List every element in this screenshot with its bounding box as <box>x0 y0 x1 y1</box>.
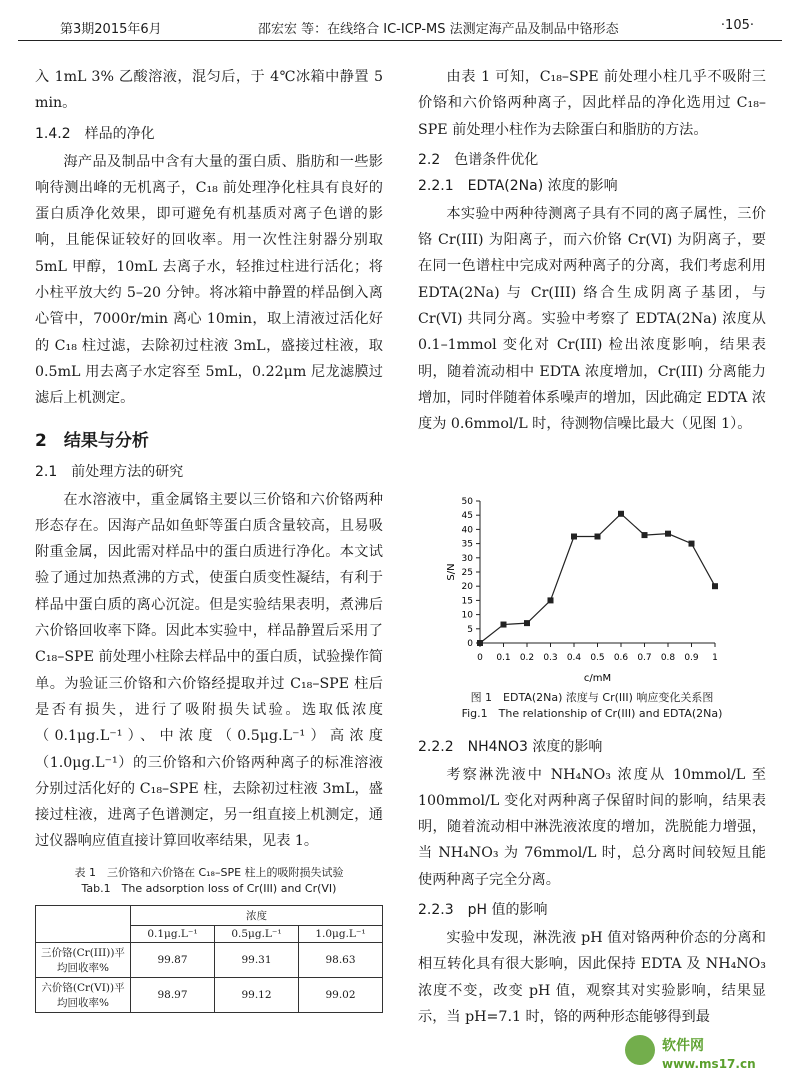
table-cell: 99.87 <box>131 942 215 977</box>
data-point <box>571 534 577 540</box>
subsection-heading: 2.2 色谱条件优化 <box>418 151 539 168</box>
subsection-heading: 2.2.2 NH4NO3 浓度的影响 <box>418 738 603 755</box>
table-row <box>36 942 383 977</box>
y-tick-label: 30 <box>461 553 473 564</box>
x-tick-label: 0.3 <box>543 653 558 663</box>
table-col-header: 1.0μg.L⁻¹ <box>299 925 383 942</box>
y-tick-label: 0 <box>467 639 473 649</box>
data-point <box>689 541 695 547</box>
x-tick-label: 0.5 <box>590 653 605 663</box>
figure-caption-en: Fig.1 The relationship of Cr(III) and EDTA(2Na) <box>461 706 723 720</box>
subsection-heading: 1.4.2 样品的净化 <box>35 125 155 142</box>
watermark-brand: 软件网 <box>662 1038 704 1054</box>
running-title: 邵宏宏 等：在线络合 IC-ICP-MS 法测定海产品及制品中铬形态 <box>258 22 619 37</box>
x-tick-label: 0.4 <box>566 653 582 663</box>
page-number: ·105· <box>720 18 754 33</box>
series-line <box>480 514 715 643</box>
data-point <box>524 620 530 626</box>
table-caption: 表 1 三价铬和六价铬在 C₁₈–SPE 柱上的吸附损失试验 <box>74 865 344 879</box>
y-tick-label: 50 <box>461 497 473 507</box>
table-col-header: 0.5μg.L⁻¹ <box>215 925 299 942</box>
data-point <box>501 622 507 628</box>
x-tick-label: 1 <box>712 653 718 663</box>
data-point <box>595 534 601 540</box>
data-point <box>618 511 624 517</box>
paragraph: 入 1mL 3% 乙酸溶液，混匀后，于 4℃冰箱中静置 5 min。 <box>35 69 383 112</box>
y-tick-label: 5 <box>467 624 473 635</box>
data-point <box>712 583 718 589</box>
table-header: 浓度 <box>131 905 383 925</box>
data-point <box>665 531 671 537</box>
data-point <box>548 597 554 603</box>
table-caption-en: Tab.1 The adsorption loss of Cr(III) and Cr(VI) <box>81 881 337 895</box>
table-cell: 99.31 <box>215 942 299 977</box>
left-column <box>35 64 383 1013</box>
table-cell: 99.12 <box>215 977 299 1012</box>
paragraph: 海产品及制品中含有大量的蛋白质、脂肪和一些影响待测出峰的无机离子，C₁₈ 前处理净化柱具有良好的蛋白质净化效果，即可避免有机基质对离子色谱的影响，且能保证较好的回收率。用一次性注射器分别取 5mL 甲醇，10mL 去离子水，轻推过柱进行活化；将小柱平放大约 5–20 分钟。将冰箱中静置的样品倒入离心管中，7000r/min 离心 10min，取上清液过活化好的 C₁₈ 柱过滤，去除初过柱液 3mL，盛接过柱液，取 0.5mL 用去离子水定容至 5mL，0.22μm 尼龙滤膜过滤后上机测定。 <box>35 153 383 407</box>
y-tick-label: 20 <box>461 582 473 593</box>
paragraph: 考察淋洗液中 NH₄NO₃ 浓度从 10mmol/L 至 100mmol/L 变化对两种离子保留时间的影响，结果表明，随着流动相中淋洗液浓度的增加，洗脱能力增强，当 NH₄NO₃ 为 76mmol/L 时，总分离时间较短且能使两种离子完全分离。 <box>418 766 766 888</box>
paragraph: 实验中发现，淋洗液 pH 值对铬两种价态的分离和相互转化具有很大影响，因此保持 EDTA 及 NH₄NO₃ 浓度不变，改变 pH 值，观察其对实验影响，结果显示，当 pH=7.1 时，铬的两种形态能够得到最 <box>418 930 766 1025</box>
x-tick-label: 0.6 <box>613 653 629 663</box>
subsection-heading: 2.2.3 pH 值的影响 <box>418 902 548 919</box>
data-point <box>477 640 483 646</box>
snr-line-chart <box>440 493 740 693</box>
issue-label: 第3期2015年6月 <box>60 22 162 37</box>
subsection-heading: 2.2.1 EDTA(2Na) 浓度的影响 <box>418 177 618 194</box>
y-axis-label: S/N <box>446 563 457 581</box>
paragraph: 本实验中两种待测离子具有不同的离子属性，三价铬 Cr(III) 为阳离子，而六价铬 Cr(VI) 为阴离子，要在同一色谱柱中完成对两种离子的分离，我们考虑利用 EDTA(2Na) 与 Cr(III) 络合生成阴离子基团，与 Cr(VI) 共同分离。实验中考察了 EDTA(2Na) 浓度从 0.1–1mmol 变化对 Cr(III) 检出浓度影响，结果表明，随着流动相中 EDTA 浓度增加，Cr(III) 分离能力增加，同时伴随着体系噪声的增加，因此确定 EDTA 浓度为 0.6mmol/L 时，待测物信噪比最大（见图 1）。 <box>418 205 766 433</box>
x-tick-label: 0.8 <box>660 653 676 663</box>
running-header <box>18 14 782 41</box>
x-tick-label: 0.7 <box>637 653 652 663</box>
table-col-header: 0.1μg.L⁻¹ <box>131 925 215 942</box>
row-label: 三价铬(Cr(III))平均回收率% <box>36 942 131 977</box>
x-tick-label: 0.1 <box>496 653 511 663</box>
table-row <box>36 977 383 1012</box>
paragraph: 由表 1 可知，C₁₈–SPE 前处理小柱几乎不吸附三价铬和六价铬两种离子，因此样品的净化选用过 C₁₈–SPE 前处理小柱作为去除蛋白和脂肪的方法。 <box>418 69 766 138</box>
watermark-url: www.ms17.cn <box>662 1057 756 1071</box>
figure-caption: 图 1 EDTA(2Na) 浓度与 Cr(III) 响应变化关系图 <box>470 690 714 704</box>
data-point <box>642 532 648 538</box>
x-tick-label: 0.9 <box>684 653 699 663</box>
y-tick-label: 40 <box>461 525 473 536</box>
y-tick-label: 35 <box>461 539 473 550</box>
x-axis-label: c/mM <box>583 673 612 684</box>
row-label: 六价铬(Cr(VI))平均回收率% <box>36 977 131 1012</box>
watermark-logo-icon <box>625 1035 655 1065</box>
adsorption-table <box>35 905 383 1013</box>
y-tick-label: 15 <box>461 596 473 607</box>
y-tick-label: 45 <box>461 511 473 522</box>
table-cell: 98.97 <box>131 977 215 1012</box>
section-heading: 2 结果与分析 <box>35 430 149 451</box>
subsection-heading: 2.1 前处理方法的研究 <box>35 463 184 480</box>
table-cell: 99.02 <box>299 977 383 1012</box>
y-tick-label: 10 <box>461 610 473 621</box>
table-cell: 98.63 <box>299 942 383 977</box>
x-tick-label: 0.2 <box>519 653 535 663</box>
y-tick-label: 25 <box>461 568 473 578</box>
x-tick-label: 0 <box>477 653 483 663</box>
site-watermark <box>620 1030 790 1074</box>
paragraph: 在水溶液中，重金属铬主要以三价铬和六价铬两种形态存在。因海产品如鱼虾等蛋白质含量较高，且易吸附重金属，因此需对样品中的蛋白质进行净化。本文试验了通过加热煮沸的方式，使蛋白质变性凝结，有利于样品中蛋白质的离心沉淀。但是实验结果表明，煮沸后六价铬回收率下降。因此本实验中，样品静置后采用了 C₁₈–SPE 前处理小柱除去样品中的蛋白质，试验操作简单。为验证三价铬和六价铬经提取并过 C₁₈–SPE 柱后是否有损失，进行了吸附损失试验。选取低浓度（0.1μg.L⁻¹）、中浓度（0.5μg.L⁻¹）高浓度（1.0μg.L⁻¹）的三价铬和六价铬两种离子的标准溶液分别过活化好的 C₁₈–SPE 柱，去除初过柱液 3mL，盛接过柱液，进离子色谱测定，另一组直接上机测定，通过仪器响应值直接计算回收率结果，见表 1。 <box>35 491 383 850</box>
